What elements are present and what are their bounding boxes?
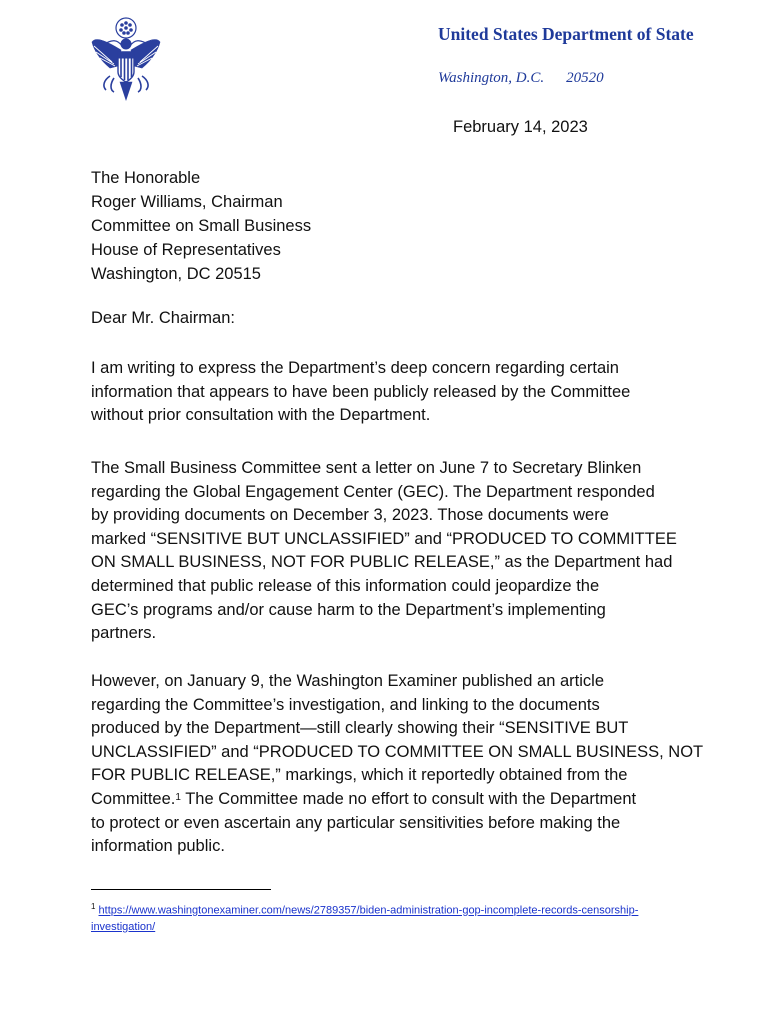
footnote-marker: 1: [91, 902, 96, 911]
paragraph-line: produced by the Department—still clearly showing their “SENSITIVE BUT: [91, 719, 629, 738]
recipient-line: House of Representatives: [91, 241, 281, 259]
paragraph-line: regarding the Committee’s investigation, and linking to the documents: [91, 695, 600, 714]
paragraph-line: regarding the Global Engagement Center (GEC). The Department responded: [91, 482, 655, 501]
paragraph-2: [91, 457, 691, 646]
paragraph-line: ON SMALL BUSINESS, NOT FOR PUBLIC RELEASE,” as the Department had: [91, 553, 673, 572]
paragraph-line: partners.: [91, 624, 157, 643]
paragraph-line: without prior consultation with the Department.: [91, 406, 431, 425]
footnote-line: [91, 919, 638, 935]
recipient-line: Committee on Small Business: [91, 217, 312, 235]
letter-date: February 14, 2023: [453, 118, 588, 136]
paragraph-line: [91, 788, 691, 812]
footnote-reference[interactable]: 1: [175, 791, 181, 803]
paragraph-line: to protect or even ascertain any particular sensitivities before making the: [91, 813, 621, 832]
paragraph-line: I am writing to express the Department’s deep concern regarding certain: [91, 359, 619, 377]
recipient-line: The Honorable: [91, 169, 201, 187]
footnote-link-continued[interactable]: investigation/: [91, 920, 156, 933]
paragraph-text: The Committee made no effort to consult with the Department: [180, 789, 637, 808]
letterhead-zip: 20520: [566, 70, 604, 86]
recipient-line: Roger Williams, Chairman: [91, 193, 283, 211]
paragraph-line: information public.: [91, 837, 225, 856]
paragraph-line: marked “SENSITIVE BUT UNCLASSIFIED” and “PRODUCED TO COMMITTEE: [91, 529, 677, 548]
paragraph-line: FOR PUBLIC RELEASE,” markings, which it reportedly obtained from the: [91, 766, 628, 785]
letterhead-department: United States Department of State: [438, 24, 694, 44]
paragraph-line: However, on January 9, the Washington Examiner published an article: [91, 672, 605, 690]
salutation: Dear Mr. Chairman:: [91, 309, 235, 327]
paragraph-line: UNCLASSIFIED” and “PRODUCED TO COMMITTEE ON SMALL BUSINESS, NOT: [91, 742, 704, 761]
footnote-link[interactable]: https://www.washingtonexaminer.com/news/2789357/biden-administration-gop-incomplete-records-censorship-: [98, 904, 639, 917]
recipient-address: [91, 166, 311, 286]
paragraph-line: The Small Business Committee sent a letter on June 7 to Secretary Blinken: [91, 459, 642, 477]
state-department-seal-icon: [88, 16, 164, 108]
paragraph-line: by providing documents on December 3, 2023. Those documents were: [91, 506, 609, 525]
paragraph-text: Committee.: [91, 789, 176, 808]
letterhead-address: [438, 70, 604, 87]
footnote-divider: [91, 889, 271, 890]
paragraph-line: determined that public release of this information could jeopardize the: [91, 576, 600, 595]
letterhead-city: Washington, D.C.: [438, 70, 545, 86]
recipient-line: Washington, DC 20515: [91, 265, 261, 283]
paragraph-3: [91, 670, 704, 859]
footnote-line: [91, 899, 638, 919]
footnote: [91, 899, 638, 935]
paragraph-line: information that appears to have been publicly released by the Committee: [91, 382, 631, 401]
paragraph-1: [91, 357, 691, 428]
paragraph-line: GEC’s programs and/or cause harm to the Department’s implementing: [91, 600, 606, 619]
